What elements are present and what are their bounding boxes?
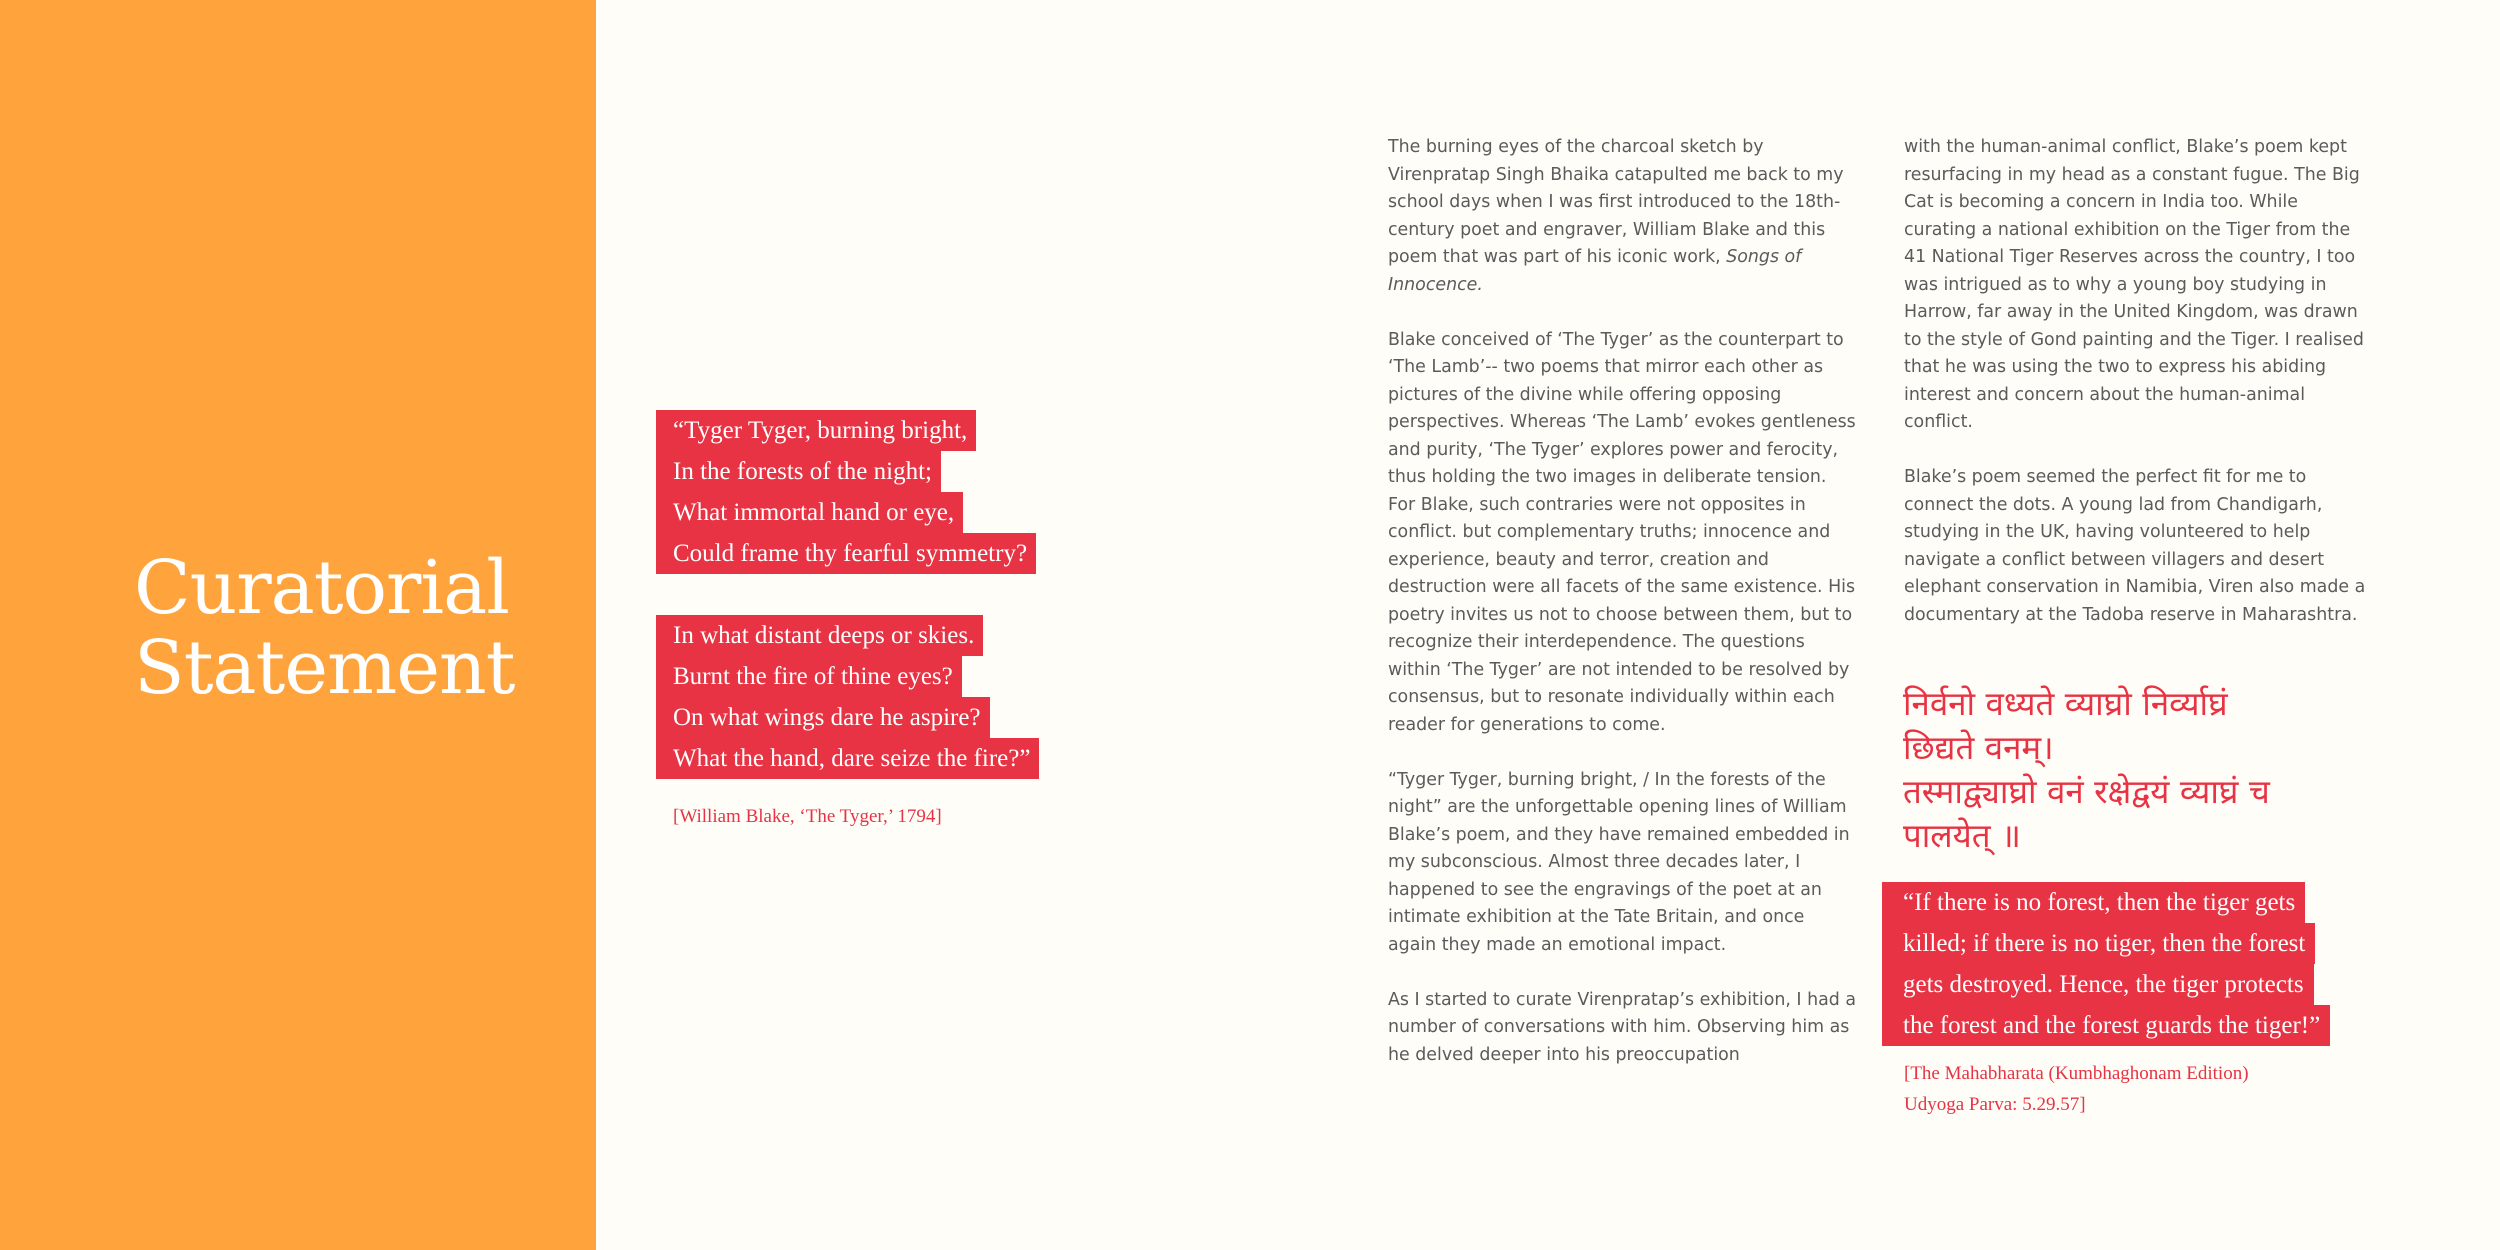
- mahabharata-translation: [1882, 882, 2330, 1046]
- quote-line: “If there is no forest, then the tiger gets: [1882, 882, 2330, 923]
- poem-line: Could frame thy fearful symmetry?: [656, 533, 1036, 574]
- mahabharata-citation: [1904, 1058, 2249, 1120]
- quote-line: gets destroyed. Hence, the tiger protects: [1882, 964, 2330, 1005]
- poem-line: Burnt the fire of thine eyes?: [656, 656, 1039, 697]
- quote-line: the forest and the forest guards the tiger!”: [1882, 1005, 2330, 1046]
- poem-line: In the forests of the night;: [656, 451, 1036, 492]
- quote-line: killed; if there is no tiger, then the forest: [1882, 923, 2330, 964]
- book-title: Songs of Innocence.: [1388, 247, 1802, 295]
- paragraph: with the human-animal conflict, Blake’s poem kept resurfacing in my head as a constant fugue. The Big Cat is becoming a concern in India too. While curating a national exhibition on the Tiger from the 41 National Tiger Reserves across the country, I too was intrigued as to why a young boy studying in Harrow, far away in the United Kingdom, was drawn to the style of Gond painting and the Tiger. I realised that he was using the two to express his abiding interest and concern about the human-animal conflict.: [1904, 137, 2364, 432]
- sanskrit-verse: [1903, 682, 2373, 858]
- citation-line-2: Udyoga Parva: 5.29.57]: [1904, 1094, 2086, 1115]
- citation-line-1: [The Mahabharata (Kumbhaghonam Edition): [1904, 1063, 2249, 1084]
- poem-stanza-1: [656, 410, 1036, 574]
- paragraph: “Tyger Tyger, burning bright, / In the forests of the night” are the unforgettable opening lines of William Blake’s poem, and they have remained embedded in my subconscious. Almost three decades later, I happened to see the engravings of the poet at an intimate exhibition at the Tate Britain, and once again they made an emotional impact.: [1388, 769, 1850, 955]
- poem-line: What the hand, dare seize the fire?”: [656, 738, 1039, 779]
- poem-line: On what wings dare he aspire?: [656, 697, 1039, 738]
- page-title: [134, 545, 574, 711]
- paragraph: Blake conceived of ‘The Tyger’ as the counterpart to ‘The Lamb’-- two poems that mirror each other as pictures of the divine while offering opposing perspectives. Whereas ‘The Lamb’ evokes gentleness and purity, ‘The Tyger’ explores power and ferocity, thus holding the two images in deliberate tension. For Blake, such contraries were not opposites in conflict. but complementary truths; innocence and experience, beauty and terror, creation and destruction were all facets of the same existence. His poetry invites us not to choose between them, but to recognize their interdependence. The questions within ‘The Tyger’ are not intended to be resolved by consensus, but to resonate individually within each reader for generations to come.: [1388, 329, 1856, 735]
- poem-line: “Tyger Tyger, burning bright,: [656, 410, 1036, 451]
- paragraph: The burning eyes of the charcoal sketch by Virenpratap Singh Bhaika catapulted me back to my school days when I was first introduced to the 18th-century poet and engraver, William Blake and this poem that was part of his iconic work, Songs of Innocence.: [1388, 137, 1844, 295]
- title-line-2: Statement: [134, 625, 515, 711]
- sanskrit-line: छिद्यते वनम्।: [1903, 728, 2054, 767]
- paragraph: Blake’s poem seemed the perfect fit for me to connect the dots. A young lad from Chandigarh, studying in the UK, having volunteered to help navigate a conflict between villagers and desert elephant conservation in Namibia, Viren also made a documentary at the Tadoba reserve in Maharashtra.: [1904, 467, 2366, 625]
- sanskrit-line: पालयेत् ॥: [1903, 816, 2021, 855]
- text-column-1: [1388, 134, 1858, 1069]
- poem-citation: [William Blake, ‘The Tyger,’ 1794]: [673, 806, 942, 827]
- sanskrit-line: निर्वनो वध्यते व्याघ्रो निर्व्याघ्रं: [1903, 684, 2228, 723]
- sanskrit-line: तस्माद्व्याघ्रो वनं रक्षेद्वयं व्याघ्रं च: [1903, 772, 2270, 811]
- paragraph: As I started to curate Virenpratap’s exhibition, I had a number of conversations with him. Observing him as he delved deeper into his preoccupation: [1388, 989, 1856, 1065]
- title-line-1: Curatorial: [134, 545, 509, 631]
- text-column-2: [1904, 134, 2374, 629]
- poem-line: What immortal hand or eye,: [656, 492, 1036, 533]
- poem-line: In what distant deeps or skies.: [656, 615, 1039, 656]
- poem-stanza-2: [656, 615, 1039, 779]
